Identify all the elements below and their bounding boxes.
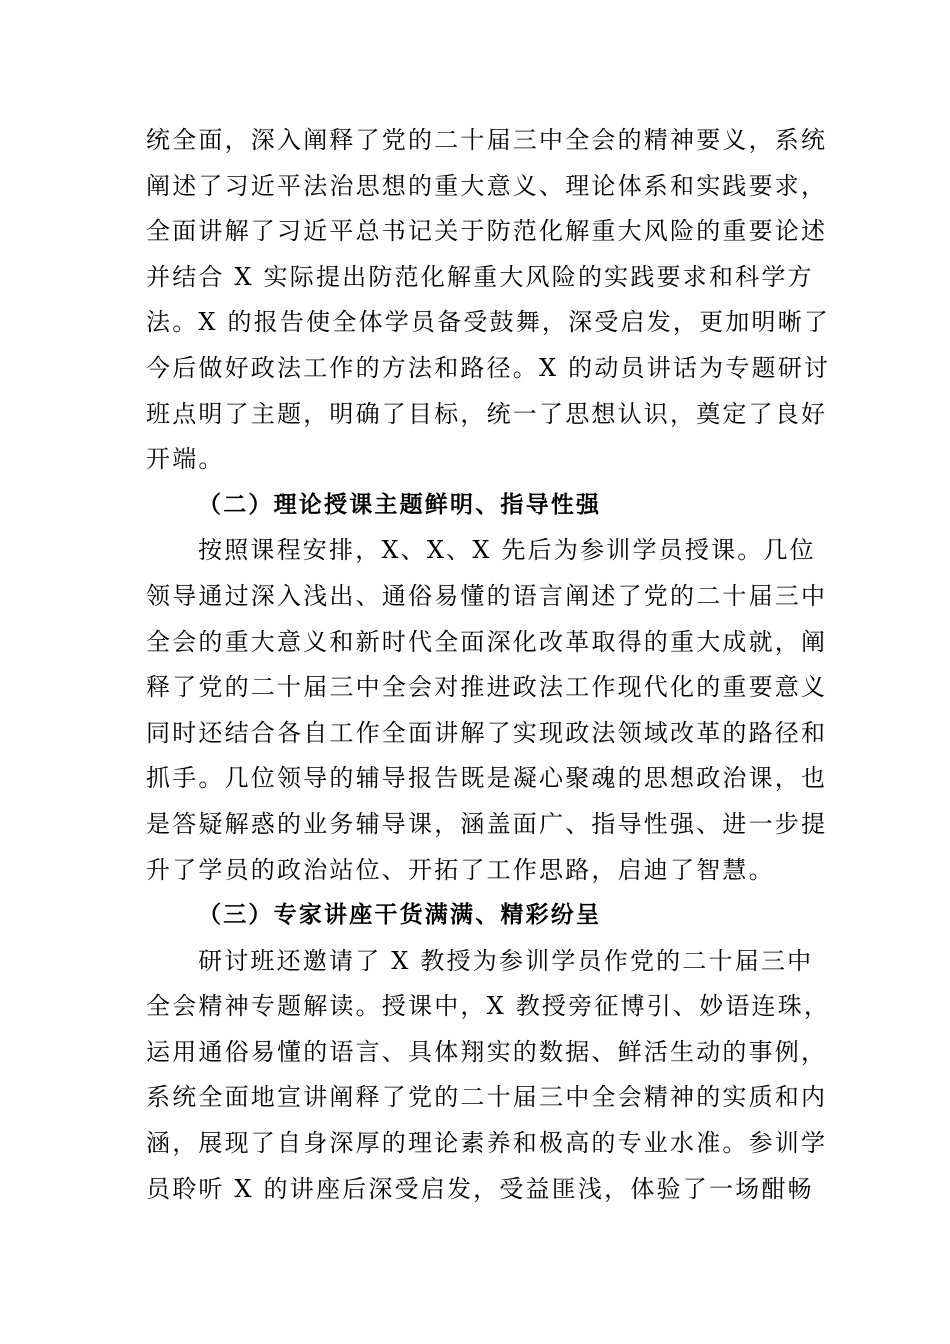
body-line: 抓手。几位领导的辅导报告既是凝心聚魂的思想政治课，也 bbox=[146, 764, 828, 793]
body-line: 阐述了习近平法治思想的重大意义、理论体系和实践要求， bbox=[146, 171, 828, 200]
paragraph-start-line: 研讨班还邀请了 X 教授为参训学员作党的二十届三中 bbox=[198, 946, 814, 975]
body-line: 升了学员的政治站位、开拓了工作思路，启迪了智慧。 bbox=[146, 855, 775, 884]
body-line: 并结合 X 实际提出防范化解重大风险的实践要求和科学方 bbox=[146, 262, 814, 291]
body-line: 全会的重大意义和新时代全面深化改革取得的重大成就，阐 bbox=[146, 627, 828, 656]
body-line: 今后做好政法工作的方法和路径。X 的动员讲话为专题研讨 bbox=[146, 353, 831, 382]
body-line: 运用通俗易懂的语言、具体翔实的数据、鲜活生动的事例， bbox=[146, 1037, 828, 1066]
body-line: 员聆听 X 的讲座后深受启发，受益匪浅，体验了一场酣畅 bbox=[146, 1174, 814, 1203]
body-line: 班点明了主题，明确了目标，统一了思想认识，奠定了良好 bbox=[146, 399, 828, 428]
paragraph-start-line: 按照课程安排，X、X、X 先后为参训学员授课。几位 bbox=[198, 536, 816, 565]
section-heading-2: （二）理论授课主题鲜明、指导性强 bbox=[198, 491, 602, 518]
body-line: 同时还结合各自工作全面讲解了实现政法领域改革的路径和 bbox=[146, 718, 828, 747]
body-line: 系统全面地宣讲阐释了党的二十届三中全会精神的实质和内 bbox=[146, 1083, 828, 1112]
body-line: 开端。 bbox=[146, 445, 225, 474]
body-line: 领导通过深入浅出、通俗易懂的语言阐述了党的二十届三中 bbox=[146, 581, 828, 610]
body-line: 释了党的二十届三中全会对推进政法工作现代化的重要意义 bbox=[146, 673, 828, 702]
body-line: 是答疑解惑的业务辅导课，涵盖面广、指导性强、进一步提 bbox=[146, 809, 828, 838]
body-line: 涵，展现了自身深厚的理论素养和极高的专业水准。参训学 bbox=[146, 1129, 828, 1158]
body-line: 法。X 的报告使全体学员备受鼓舞，深受启发，更加明晰了 bbox=[146, 308, 831, 337]
body-line: 全会精神专题解读。授课中，X 教授旁征博引、妙语连珠， bbox=[146, 992, 831, 1021]
document-body bbox=[146, 118, 831, 1212]
section-heading-3: （三）专家讲座干货满满、精彩纷呈 bbox=[198, 902, 602, 929]
body-line: 统全面，深入阐释了党的二十届三中全会的精神要义，系统 bbox=[146, 126, 828, 154]
body-line: 全面讲解了习近平总书记关于防范化解重大风险的重要论述 bbox=[146, 217, 828, 246]
